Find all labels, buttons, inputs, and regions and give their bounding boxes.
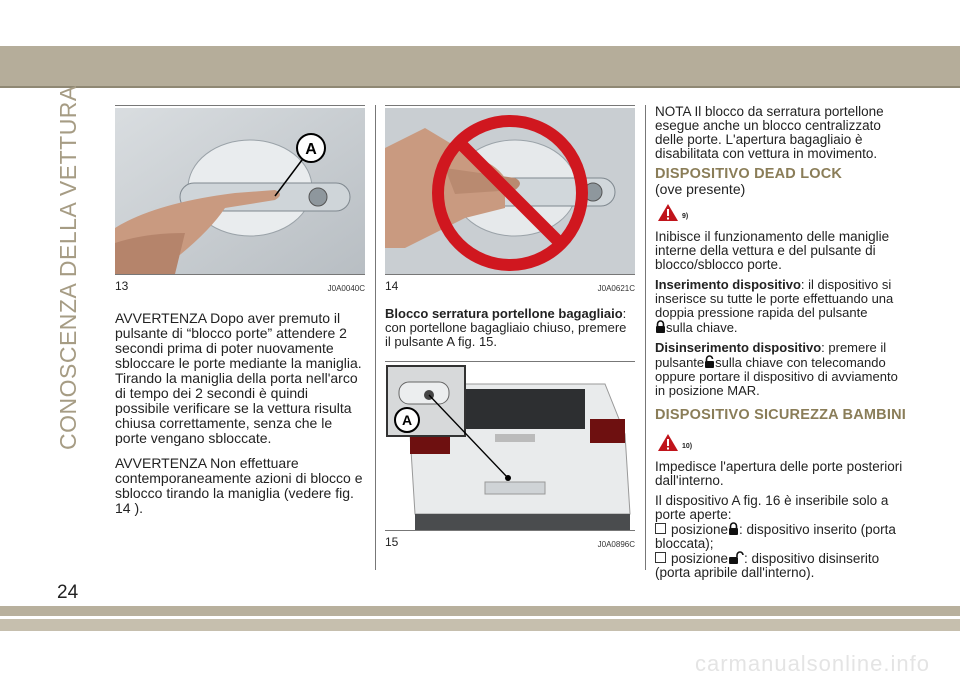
paragraph-avvertenza-1: AVVERTENZA Dopo aver premuto il pulsante di “blocco porte” attendere 2 secondi prima di poter nuovamente sbloccare le porte mediante la maniglia. Tirando la maniglia della porta nell'arco di tempo dei 2 secondi è quindi possibile verificare se la vettura risulta chiusa correttamente, senza che le porte vengano sbloccate. [115,310,362,446]
text-disinserimento: : premere il pulsante [655,340,887,370]
list-item-inserito [655,522,910,551]
figure-rule [115,274,365,275]
checkbox-icon [655,523,666,534]
term-inserimento: Inserimento dispositivo [655,277,801,292]
warning-icon [657,433,679,452]
warning-icon [657,203,679,222]
heading-dead-lock: DISPOSITIVO DEAD LOCK [655,166,843,182]
paragraph-nota: NOTA Il blocco da serratura portellone esegue anche un blocco centralizzato delle porte. L'apertura bagagliaio è disabilitata con vettura in movimento. [655,104,884,161]
figure-14 [385,108,635,274]
item-posizione-1: posizione [671,522,729,537]
checkbox-icon [655,552,666,563]
figure-number: 13 [115,279,129,293]
paragraph-dispositivo-a: Il dispositivo A fig. 16 è inseribile solo a porte aperte: [655,493,889,522]
column-3 [655,105,910,580]
paragraph-disinserimento [655,341,910,398]
term-blocco-serratura: Blocco serratura portellone bagagliaio [385,306,623,321]
figure-rule [385,274,635,275]
unlock-icon [728,551,744,565]
figure-number: 15 [385,535,399,549]
watermark: carmanualsonline.info [694,651,930,676]
heading-sicurezza-bambini: DISPOSITIVO SICUREZZA BAMBINI [655,407,906,423]
text-inserimento: : il dispositivo si inserisce su tutte le porte effettuando una doppia pressione rapida del pulsante [655,277,894,320]
top-band-line [0,86,960,88]
list-item-disinserito [655,551,910,580]
column-divider-2 [645,105,646,570]
figure-14-caption [385,279,635,293]
paragraph-blocco-serratura [385,307,635,349]
figure-code: J0A0040C [327,284,365,293]
figure-15-caption [385,535,635,549]
paragraph-impedisce: Impedisce l'apertura delle porte posteriori dall'interno. [655,459,903,488]
lock-icon [728,522,739,536]
paragraph-inibisce: Inibisce il funzionamento delle maniglie interne della vettura e del pulsante di blocco/sblocco porte. [655,229,890,272]
paragraph-avvertenza-2: AVVERTENZA Non effettuare contemporaneamente azioni di blocco e sblocco tirando la maniglia (vedere fig. 14 ). [115,455,363,516]
warning-ref: 9) [682,213,689,220]
text-inserimento-2: sulla chiave. [666,320,738,335]
figure-15-callout: A [401,412,413,428]
figure-rule [385,105,635,106]
page-number: 24 [57,582,79,603]
bottom-band-2 [0,619,960,631]
unlock-icon [704,355,715,369]
item-posizione-2: posizione [671,551,729,566]
figure-code: J0A0621C [597,284,635,293]
text-blocco-serratura: : con portellone bagagliaio chiuso, premere il pulsante A fig. 15. [385,306,627,349]
figure-13-caption [115,279,365,293]
figure-code: J0A0896C [597,540,635,549]
warning-10 [657,433,910,452]
figure-rule [385,530,635,531]
term-disinserimento: Disinserimento dispositivo [655,340,822,355]
item-inserito-text: : dispositivo inserito (porta bloccata); [655,522,896,551]
item-disinserito-text: : dispositivo disinserito (porta apribile dall'interno). [655,551,880,580]
paragraph-inserimento [655,278,910,335]
text-disinserimento-2: sulla chiave con telecomando oppure portare il dispositivo di avviamento in posizione MAR. [655,355,898,398]
heading-dead-lock-sub: (ove presente) [655,181,746,197]
figure-rule [115,105,365,106]
column-1 [115,105,365,526]
figure-13-callout: A [305,141,317,158]
column-divider-1 [375,105,376,570]
warning-ref: 10) [682,443,693,450]
column-2 [385,105,635,549]
warning-9 [657,203,910,222]
top-band-stripe [0,46,960,86]
figure-13 [115,108,365,274]
sidebar-title: CONOSCENZA DELLA VETTURA [55,85,81,450]
figure-number: 14 [385,279,399,293]
figure-15 [385,364,635,530]
lock-icon [655,320,666,334]
bottom-band [0,606,960,616]
top-white [0,0,960,46]
figure-rule [385,361,635,362]
